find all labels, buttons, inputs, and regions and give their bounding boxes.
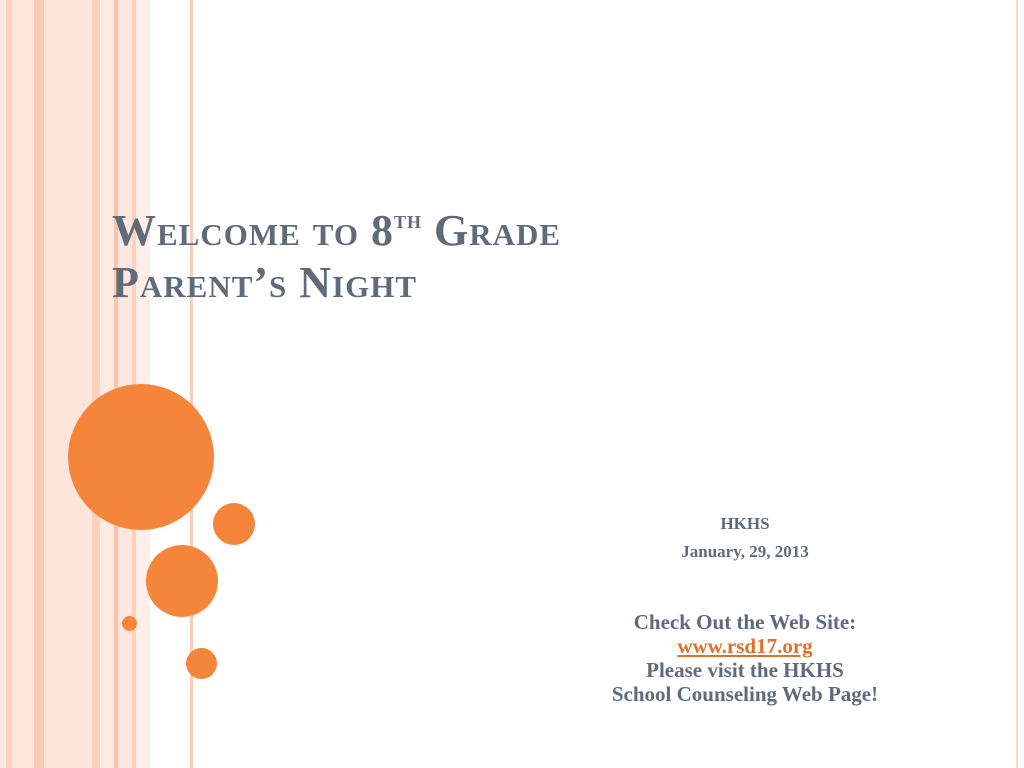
visit-line-2: School Counseling Web Page! [611,682,879,706]
decorative-stripe [44,0,92,768]
decorative-stripe [6,0,12,768]
event-date: January, 29, 2013 [681,542,809,561]
spacer [545,566,945,610]
website-link[interactable]: www.rsd17.org [677,634,813,658]
decorative-circle [146,545,218,617]
decorative-circle [213,503,255,545]
decorative-stripe [92,0,100,768]
decorative-circle-tiny [122,616,137,631]
decorative-circle-large [68,384,214,530]
title-superscript: th [394,205,423,234]
visit-line-1: Please visit the HKHS [646,658,844,682]
title-text: Welcome to 8 [112,206,395,255]
decorative-stripe [100,0,114,768]
title-line-1 [112,205,812,257]
decorative-stripe [1016,0,1018,768]
decorative-stripe [34,0,44,768]
slide-title [112,205,812,309]
decorative-circle [186,648,217,679]
title-text: Grade [422,206,562,255]
title-line-2: Parent’s Night [112,258,418,307]
slide-subtitle [545,510,945,706]
school-name: HKHS [720,514,770,533]
website-prompt: Check Out the Web Site: [633,610,857,634]
